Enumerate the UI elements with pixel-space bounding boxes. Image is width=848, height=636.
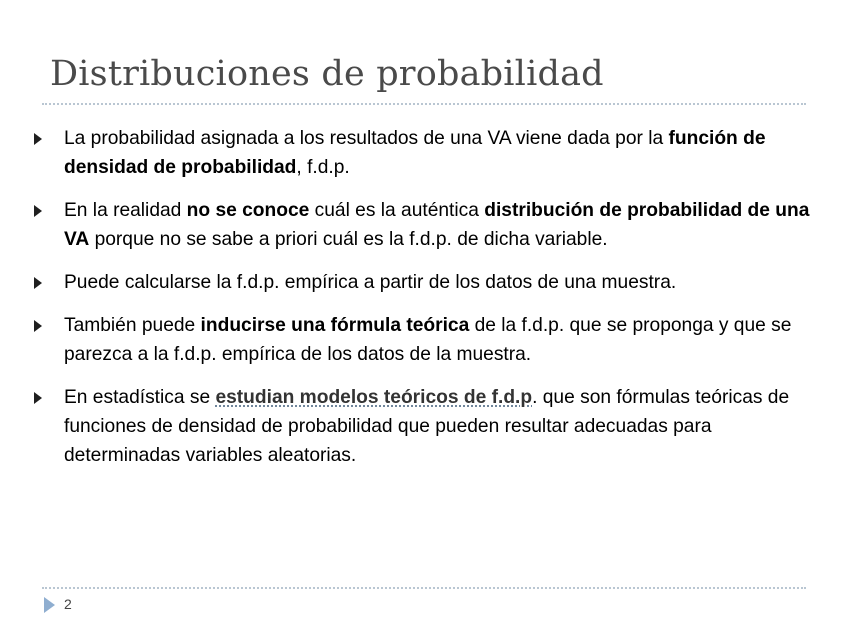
bullet-text: En estadística se [64, 387, 216, 408]
bullet-text: porque no se sabe a priori cuál es la f.d.p. de dicha variable. [89, 229, 608, 250]
footer-divider [42, 587, 806, 589]
bullet-text: También puede [64, 315, 201, 336]
title-divider [42, 103, 806, 105]
bullet-bold-text: función de densidad de probabilidad [64, 128, 766, 178]
bullet-item [33, 196, 813, 254]
bullet-text: , f.d.p. [296, 157, 350, 178]
bullet-text: En la realidad [64, 200, 187, 221]
footer-arrow-icon [44, 597, 55, 613]
bullet-text: Puede calcularse la f.d.p. empírica a partir de los datos de una muestra. [64, 272, 677, 293]
bullet-text: de la f.d.p. que se proponga y que se parezca a la f.d.p. empírica de los datos de la muestra. [64, 315, 792, 365]
bullet-bold-text: no se conoce [186, 200, 310, 221]
bullet-item [33, 383, 813, 470]
bullet-arrow-icon [34, 320, 42, 332]
bullet-bold-text: estudian modelos teóricos de f.d.p [215, 387, 533, 408]
bullet-text: La probabilidad asignada a los resultados de una VA viene dada por la [64, 128, 669, 149]
bullet-arrow-icon [34, 205, 42, 217]
bullet-item [33, 311, 813, 369]
bullet-text: . que son fórmulas teóricas de funciones de densidad de probabilidad que pueden resultar adecuadas para determinadas variables aleatorias. [64, 387, 790, 466]
bullet-item [33, 268, 813, 297]
bullet-text: cuál es la auténtica [309, 200, 485, 221]
bullet-arrow-icon [34, 392, 42, 404]
page-number: 2 [64, 596, 72, 612]
bullet-arrow-icon [34, 133, 42, 145]
bullet-arrow-icon [34, 277, 42, 289]
bullet-list [33, 124, 813, 484]
bullet-bold-text: distribución de probabilidad de una VA [64, 200, 810, 250]
slide-title: Distribuciones de probabilidad [50, 54, 604, 94]
bullet-item [33, 124, 813, 182]
bullet-bold-text: inducirse una fórmula teórica [200, 315, 470, 336]
